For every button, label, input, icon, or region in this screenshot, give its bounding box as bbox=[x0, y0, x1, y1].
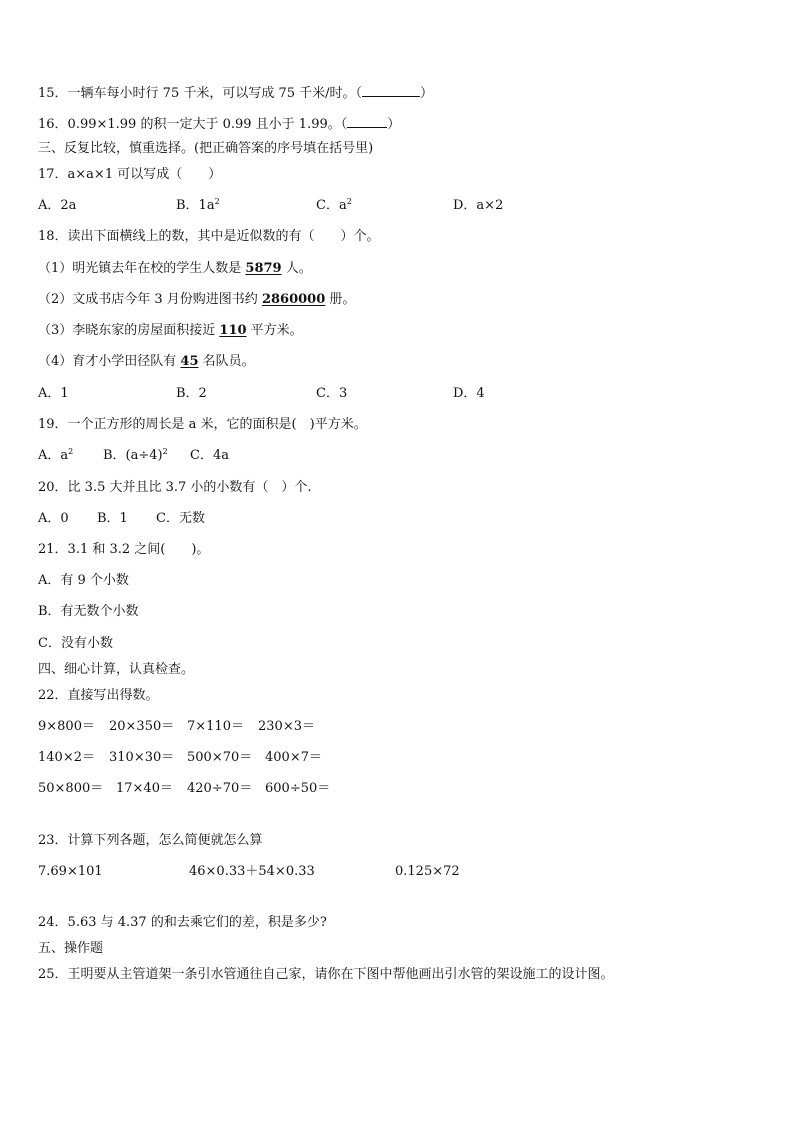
underlined-number: 45 bbox=[180, 354, 199, 369]
option-c[interactable]: C．没有小数 bbox=[38, 636, 113, 651]
calc-item: 400×7＝ bbox=[265, 750, 322, 765]
question-17-text: 17．a×a×1 可以写成（ ） bbox=[38, 167, 222, 182]
underlined-number: 5879 bbox=[245, 261, 282, 276]
calc-item: 310×30＝ bbox=[109, 750, 175, 765]
question-18-text: 18．读出下面横线上的数，其中是近似数的有（ ）个。 bbox=[38, 229, 380, 244]
option-a[interactable]: A．有 9 个小数 bbox=[38, 573, 129, 588]
calc-item: 230×3＝ bbox=[258, 719, 315, 734]
question-18-item: （1）明光镇去年在校的学生人数是 5879 人。 bbox=[38, 261, 312, 276]
calc-item: 7.69×101 bbox=[38, 864, 103, 879]
question-21-text: 21．3.1 和 3.2 之间( )。 bbox=[38, 542, 210, 557]
option-a[interactable]: A．0 bbox=[38, 511, 69, 526]
question-18-item: （4）育才小学田径队有 45 名队员。 bbox=[38, 354, 255, 369]
question-24-text: 24．5.63 与 4.37 的和去乘它们的差，积是多少? bbox=[38, 915, 327, 930]
question-16-text: 16．0.99×1.99 的积一定大于 0.99 且小于 1.99。（ bbox=[38, 117, 348, 132]
option-b[interactable]: B．$(a\div 4)^2$ bbox=[103, 447, 168, 463]
option-a[interactable]: A．$a^2$ bbox=[38, 447, 74, 463]
option-d[interactable]: D．a×2 bbox=[453, 198, 504, 213]
section-3-heading: 三、反复比较，慎重选择。(把正确答案的序号填在括号里) bbox=[38, 141, 374, 156]
underlined-number: 110 bbox=[219, 323, 247, 338]
option-b[interactable]: B．1 bbox=[97, 511, 128, 526]
calc-item: 50×800＝ bbox=[38, 781, 104, 796]
calc-item: 17×40＝ bbox=[116, 781, 173, 796]
question-16: 16．0.99×1.99 的积一定大于 0.99 且小于 1.99。（ ） bbox=[38, 117, 401, 132]
question-25-text: 25．王明要从主管道架一条引水管通往自己家，请你在下图中帮他画出引水管的架设施工的设计图。 bbox=[38, 967, 614, 982]
underlined-number: 2860000 bbox=[261, 292, 326, 307]
option-d[interactable]: D．4 bbox=[453, 386, 485, 401]
option-c[interactable]: C．$a^2$ bbox=[316, 197, 352, 213]
calc-item: 46×0.33＋54×0.33 bbox=[189, 864, 315, 879]
option-b[interactable]: B．有无数个小数 bbox=[38, 604, 139, 619]
section-5-heading: 五、操作题 bbox=[38, 941, 104, 956]
question-18-item: （2）文成书店今年 3 月份购进图书约 2860000 册。 bbox=[38, 292, 356, 307]
option-c[interactable]: C．4a bbox=[190, 448, 229, 463]
question-18-item: （3）李晓东家的房屋面积接近 110 平方米。 bbox=[38, 323, 303, 338]
option-b[interactable]: B．2 bbox=[176, 386, 207, 401]
calc-item: 7×110＝ bbox=[187, 719, 244, 734]
answer-blank[interactable] bbox=[362, 84, 420, 97]
calc-item: 500×70＝ bbox=[187, 750, 253, 765]
question-20-text: 20．比 3.5 大并且比 3.7 小的小数有（ ）个. bbox=[38, 480, 312, 495]
calc-item: 9×800＝ bbox=[38, 719, 95, 734]
option-c[interactable]: C．3 bbox=[316, 386, 348, 401]
question-19-text: 19．一个正方形的周长是 a 米，它的面积是( )平方米。 bbox=[38, 417, 367, 432]
calc-item: 420÷70＝ bbox=[187, 781, 253, 796]
question-22-text: 22．直接写出得数。 bbox=[38, 688, 159, 703]
option-a[interactable]: A．2a bbox=[38, 198, 77, 213]
option-c[interactable]: C．无数 bbox=[156, 511, 205, 526]
calc-item: 0.125×72 bbox=[395, 864, 460, 879]
calc-item: 600÷50＝ bbox=[265, 781, 331, 796]
option-b[interactable]: B．$1a^2$ bbox=[176, 197, 220, 213]
section-4-heading: 四、细心计算，认真检查。 bbox=[38, 662, 195, 677]
answer-blank[interactable] bbox=[347, 115, 387, 128]
question-23-text: 23．计算下列各题，怎么简便就怎么算 bbox=[38, 833, 263, 848]
calc-item: 140×2＝ bbox=[38, 750, 95, 765]
question-15: 15．一辆车每小时行 75 千米，可以写成 75 千米/时。（ ） bbox=[38, 86, 434, 101]
option-a[interactable]: A．1 bbox=[38, 386, 69, 401]
question-15-text: 15．一辆车每小时行 75 千米，可以写成 75 千米/时。（ bbox=[38, 86, 363, 101]
calc-item: 20×350＝ bbox=[109, 719, 175, 734]
